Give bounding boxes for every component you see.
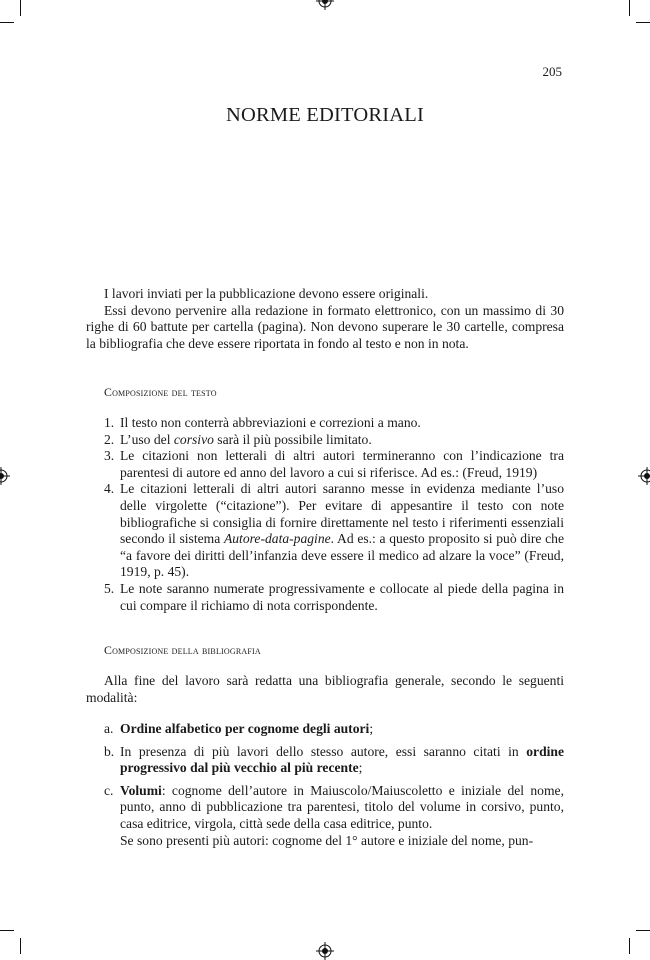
crop-mark <box>636 930 650 931</box>
list-item: b. In presenza di più lavori dello stesso autore, essi saranno citati in ordine progressivo dal più vecchio al più recente; <box>104 743 564 776</box>
list-item: 2. L’uso del corsivo sarà il più possibile limitato. <box>104 431 372 447</box>
intro-section <box>86 286 564 352</box>
intro-paragraph: I lavori inviati per la pubblicazione devono essere originali. <box>104 286 429 301</box>
registration-mark-icon <box>316 0 334 10</box>
list-item: 5. Le note saranno numerate progressivamente e collocate al piede della pagina in cui compare il richiamo di nota corrispondente. <box>104 580 564 613</box>
intro-paragraph: Essi devono pervenire alla redazione in formato elettronico, con un massimo di 30 righe di 60 battute per cartella (pagina). Non devono superare le 30 cartelle, compresa la bibliografia che deve essere riportata in fondo al testo e non in nota. <box>86 302 564 351</box>
crop-mark <box>636 22 650 23</box>
text-composition-list <box>86 415 564 614</box>
section-heading-text: Composizione della bibliografia <box>104 643 261 657</box>
crop-mark <box>0 22 14 23</box>
section-heading <box>86 384 564 401</box>
list-item: c. Volumi: cognome dell’autore in Maiuscolo/Maiuscoletto e iniziale del nome, punto, anno di pubblicazione tra parentesi, titolo del volume in corsivo, punto, casa editrice, virgola, città sede della casa editrice, punto. Se sono presenti più autori: cognome del 1° autore e iniziale del nome, pun- <box>104 782 564 848</box>
page-title: NORME EDITORIALI <box>225 104 425 126</box>
crop-mark <box>629 0 630 16</box>
bibliography-intro: Alla fine del lavoro sarà redatta una bibliografia generale, secondo le seguenti modalità: <box>86 673 564 705</box>
list-item: 1. Il testo non conterrà abbreviazioni e correzioni a mano. <box>104 415 421 430</box>
crop-mark <box>0 930 14 931</box>
crop-mark <box>629 938 630 954</box>
list-item: 3. Le citazioni non letterali di altri autori termineranno con l’indicazione tra parentesi di autore ed anno del lavoro a cui si riferisce. Ad es.: (Freud, 1919) <box>104 448 564 480</box>
registration-mark-icon <box>638 467 650 485</box>
list-item: 4. Le citazioni letterali di altri autori saranno messe in evidenza mediante l’uso delle virgolette (“citazione”). Per evitare di appesantire il testo con note bibliografiche si consiglia di fornire direttamente nel testo i riferimenti essenziali secondo il sistema Autore-data-pagine. Ad es.: a questo proposito si può dire che “a favore dei diritti dell’infanzia deve essere il medico ad alzare la voce” (Freud, 1919, p. 45). <box>104 481 564 580</box>
section-heading-text: Composizione del testo <box>104 385 217 399</box>
crop-mark <box>20 938 21 954</box>
page-number: 205 <box>542 64 562 79</box>
registration-mark-icon <box>316 942 334 960</box>
crop-mark <box>20 0 21 16</box>
section-heading <box>86 642 564 659</box>
bibliography-list <box>86 721 564 855</box>
registration-mark-icon <box>0 467 10 485</box>
list-item: a. Ordine alfabetico per cognome degli autori; <box>104 721 374 736</box>
